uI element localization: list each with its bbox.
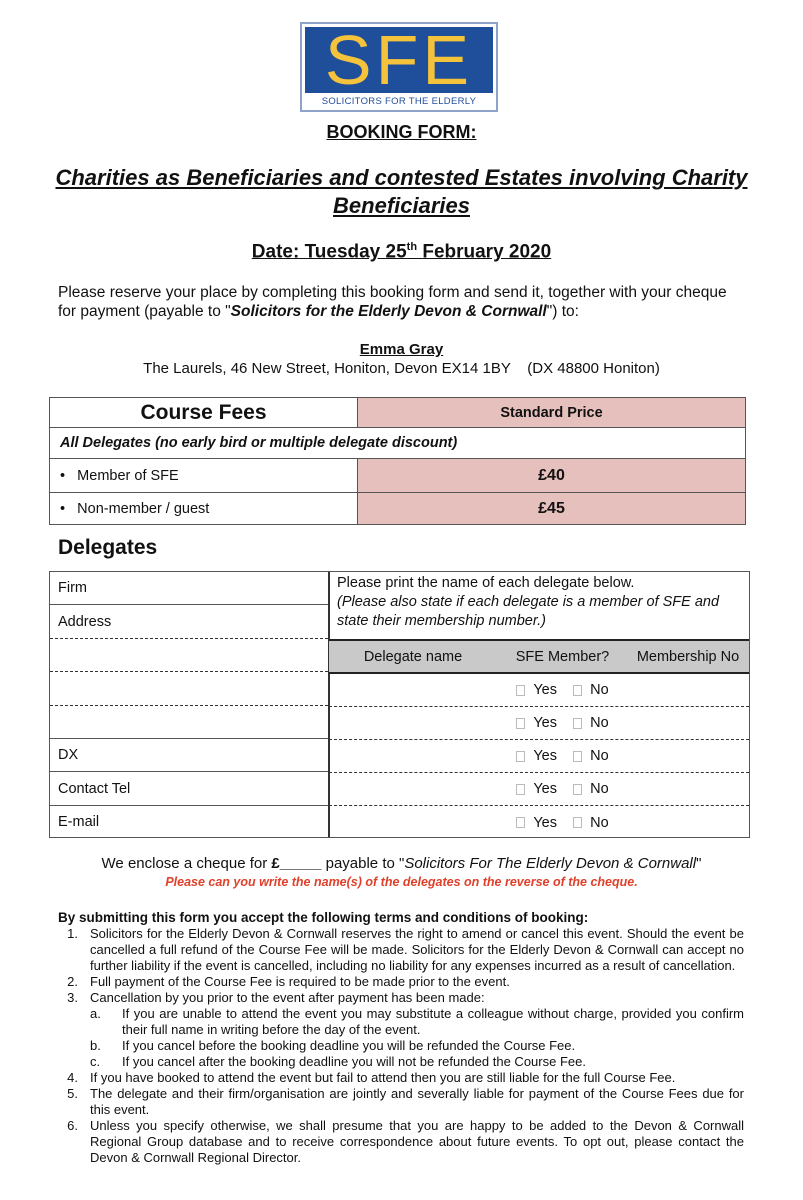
fee-price: £45 bbox=[358, 493, 746, 525]
term-text: The delegate and their firm/organisation are jointly and severally liable for payment of the Course Fees due for this event. bbox=[90, 1086, 744, 1117]
firm-details bbox=[49, 571, 330, 838]
col-membership-no: Membership No bbox=[636, 648, 740, 665]
fees-heading: Course Fees bbox=[50, 398, 358, 428]
term-text: If you cancel before the booking deadline you will be refunded the Course Fee. bbox=[122, 1038, 576, 1053]
cheque-prefix: We enclose a cheque for bbox=[101, 855, 272, 872]
contact-name: Emma Gray bbox=[359, 341, 444, 358]
delegate-row bbox=[329, 674, 749, 707]
yes-label: Yes bbox=[533, 781, 557, 797]
no-checkbox[interactable] bbox=[573, 817, 582, 828]
term-text: Unless you specify otherwise, we shall presume that you are happy to be added to the Devon & Cornwall Regional Group database and to receive correspondence about future events. To opt out, please contact the Devon & Cornwall Regional Director. bbox=[90, 1118, 744, 1165]
term-subitem bbox=[58, 1054, 744, 1070]
term-number: 6. bbox=[67, 1118, 78, 1133]
intro-part: ") to: bbox=[546, 303, 579, 320]
address-line-field[interactable] bbox=[50, 672, 328, 705]
term-letter: b. bbox=[90, 1038, 101, 1053]
delegates-heading: Delegates bbox=[58, 536, 158, 559]
sfe-member-options bbox=[497, 748, 628, 764]
cheque-note: Please can you write the name(s) of the delegates on the reverse of the cheque. bbox=[165, 875, 638, 889]
term-subitem bbox=[58, 1006, 744, 1038]
term-item bbox=[58, 990, 744, 1006]
firm-field[interactable]: Firm bbox=[50, 572, 328, 605]
fee-row bbox=[50, 493, 746, 525]
term-text: If you are unable to attend the event you may substitute a colleague without charge, provided you confirm their full name in writing before the day of the event. bbox=[122, 1006, 744, 1037]
term-number: 1. bbox=[67, 926, 78, 941]
terms-list bbox=[58, 926, 744, 1166]
term-number: 4. bbox=[67, 1070, 78, 1085]
no-checkbox[interactable] bbox=[573, 718, 582, 729]
event-title: Charities as Beneficiaries and contested Estates involving Charity Beneficiaries bbox=[55, 165, 748, 218]
term-number: 5. bbox=[67, 1086, 78, 1101]
delegate-list bbox=[329, 571, 750, 838]
yes-checkbox[interactable] bbox=[516, 718, 525, 729]
delegate-row bbox=[329, 806, 749, 839]
no-label: No bbox=[590, 748, 609, 764]
email-field[interactable]: E-mail bbox=[58, 814, 100, 831]
instruction: Please print the name of each delegate below. bbox=[337, 575, 635, 591]
term-letter: c. bbox=[90, 1054, 101, 1069]
no-label: No bbox=[590, 781, 609, 797]
event-date bbox=[0, 241, 803, 263]
fees-note: All Delegates (no early bird or multiple delegate discount) bbox=[50, 428, 746, 459]
yes-label: Yes bbox=[533, 814, 557, 831]
no-checkbox[interactable] bbox=[573, 685, 582, 696]
address-line-field[interactable] bbox=[50, 639, 328, 672]
sfe-member-options bbox=[497, 715, 628, 731]
logo-text: SFE bbox=[305, 27, 493, 93]
delegate-row bbox=[329, 740, 749, 773]
yes-label: Yes bbox=[533, 715, 557, 731]
price-column-header: Standard Price bbox=[358, 398, 746, 428]
cheque-end: " bbox=[696, 855, 702, 872]
term-text: Cancellation by you prior to the event after payment has been made: bbox=[90, 990, 485, 1005]
no-label: No bbox=[590, 682, 609, 698]
intro-part: Please reserve your place by completing this booking form and send it, together with your cheque for payment (payable to " bbox=[58, 284, 727, 320]
term-number: 2. bbox=[67, 974, 78, 989]
term-subitem bbox=[58, 1038, 744, 1054]
cheque-amount[interactable]: £_____ bbox=[271, 855, 322, 872]
term-letter: a. bbox=[90, 1006, 101, 1021]
term-text: Full payment of the Course Fee is required to be made prior to the event. bbox=[90, 974, 510, 989]
term-text: If you cancel after the booking deadline you will not be refunded the Course Fee. bbox=[122, 1054, 586, 1069]
date-sup: th bbox=[406, 241, 418, 253]
fee-price: £40 bbox=[358, 459, 746, 493]
address-field[interactable]: Address bbox=[50, 605, 328, 638]
fee-label: Member of SFE bbox=[77, 467, 179, 484]
payee: Solicitors for the Elderly Devon & Cornwall bbox=[230, 303, 547, 320]
sfe-logo bbox=[300, 22, 498, 112]
col-delegate-name: Delegate name bbox=[363, 648, 463, 665]
terms-title: By submitting this form you accept the following terms and conditions of booking: bbox=[58, 910, 589, 925]
sfe-member-options bbox=[497, 781, 628, 797]
cheque-payee: Solicitors For The Elderly Devon & Cornwall bbox=[404, 855, 697, 872]
no-label: No bbox=[590, 715, 609, 731]
fee-label: Non-member / guest bbox=[77, 500, 210, 517]
term-item bbox=[58, 1118, 744, 1166]
address-line-field[interactable] bbox=[50, 706, 328, 739]
delegate-row bbox=[329, 773, 749, 806]
fee-label-cell: • Non-member / guest bbox=[50, 493, 358, 525]
fee-label-cell: • Member of SFE bbox=[50, 459, 358, 493]
yes-checkbox[interactable] bbox=[516, 751, 525, 762]
cheque-line bbox=[0, 855, 803, 872]
contact-address: The Laurels, 46 New Street, Honiton, Devon EX14 1BY (DX 48800 Honiton) bbox=[143, 360, 660, 377]
logo-subtitle: SOLICITORS FOR THE ELDERLY bbox=[321, 96, 477, 107]
no-checkbox[interactable] bbox=[573, 784, 582, 795]
dx-field[interactable]: DX bbox=[50, 739, 328, 772]
yes-label: Yes bbox=[533, 748, 557, 764]
yes-checkbox[interactable] bbox=[516, 817, 525, 828]
term-item bbox=[58, 1070, 744, 1086]
fee-row bbox=[50, 459, 746, 493]
term-text: If you have booked to attend the event but fail to attend then you are still liable for the full Course Fee. bbox=[90, 1070, 676, 1085]
delegate-row bbox=[329, 707, 749, 740]
yes-checkbox[interactable] bbox=[516, 685, 525, 696]
delegate-instructions bbox=[329, 572, 749, 639]
sfe-member-options bbox=[497, 815, 628, 831]
sfe-member-options bbox=[497, 682, 628, 698]
term-number: 3. bbox=[67, 990, 78, 1005]
yes-checkbox[interactable] bbox=[516, 784, 525, 795]
yes-label: Yes bbox=[533, 682, 557, 698]
term-item bbox=[58, 974, 744, 990]
date-prefix: Date: Tuesday 25 bbox=[251, 241, 407, 263]
form-title: BOOKING FORM: bbox=[326, 122, 477, 142]
term-item bbox=[58, 926, 744, 974]
no-label: No bbox=[590, 814, 609, 831]
instruction-italic: (Please also state if each delegate is a member of SFE and state their membership number.) bbox=[337, 594, 720, 629]
contact-tel-field[interactable]: Contact Tel bbox=[50, 772, 328, 805]
course-fees-table bbox=[49, 397, 746, 525]
no-checkbox[interactable] bbox=[573, 751, 582, 762]
terms-and-conditions bbox=[58, 910, 744, 1166]
date-suffix: February 2020 bbox=[417, 241, 552, 263]
col-sfe-member: SFE Member? bbox=[515, 648, 610, 665]
term-item bbox=[58, 1086, 744, 1118]
term-text: Solicitors for the Elderly Devon & Cornwall reserves the right to amend or cancel this event. Should the event be cancelled a full refund of the Course Fee will be made. Solicitors for the Elderly Devon & Cornwall can accept no further liability if the event is cancelled, including no liability for any expenses incurred as a result of cancellation. bbox=[90, 926, 744, 973]
cheque-mid: payable to " bbox=[321, 855, 405, 872]
delegate-table-header bbox=[329, 639, 749, 674]
intro-text bbox=[58, 283, 746, 321]
